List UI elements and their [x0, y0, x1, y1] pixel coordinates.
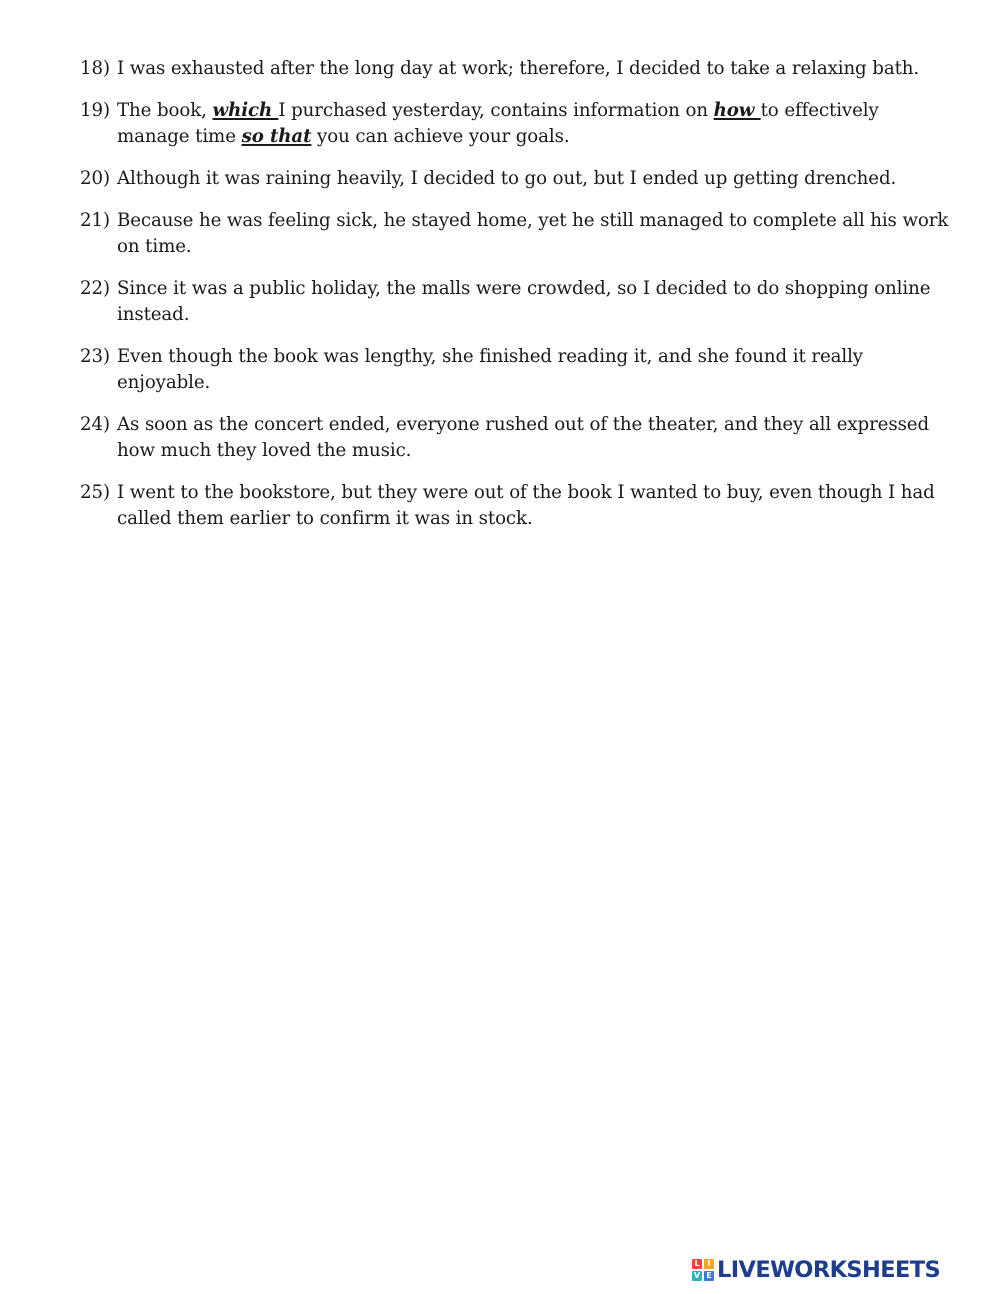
- sentence-item: [80, 208, 950, 260]
- item-number: 19): [80, 100, 110, 121]
- item-number: 23): [80, 346, 110, 367]
- item-number: 20): [80, 168, 110, 189]
- liveworksheets-logo-icon: [692, 1259, 714, 1281]
- worksheet-body: [80, 56, 950, 548]
- item-number: 21): [80, 210, 110, 231]
- sentence-item: [80, 98, 950, 150]
- brand-name: LIVEWORKSHEETS: [717, 1257, 941, 1283]
- logo-square: V: [693, 1271, 701, 1280]
- logo-square: E: [704, 1271, 714, 1281]
- sentence-item: [80, 56, 950, 82]
- sentence-item: [80, 166, 950, 192]
- item-number: 24): [80, 414, 110, 435]
- sentence-text: Since it was a public holiday, the malls were crowded, so I decided to do shopping online instead.: [117, 278, 931, 325]
- sentence-text: Because he was feeling sick, he stayed home, yet he still managed to complete all his work on time.: [117, 210, 949, 257]
- logo-square: L: [692, 1259, 702, 1269]
- underlined-connector-so-that: so that: [241, 126, 312, 147]
- underlined-connector-how: how: [713, 100, 761, 121]
- sentence-item: [80, 412, 950, 464]
- sentence-item: [80, 480, 950, 532]
- sentence-text: I went to the bookstore, but they were out of the book I wanted to buy, even though I had called them earlier to confirm it was in stock.: [117, 482, 935, 529]
- sentence-fragment: The book,: [117, 100, 213, 121]
- sentence-fragment: you can achieve your goals.: [311, 126, 570, 147]
- sentence-text: Although it was raining heavily, I decided to go out, but I ended up getting drenched.: [117, 168, 897, 189]
- sentence-fragment: to effectively manage time: [117, 100, 879, 147]
- sentence-text: I was exhausted after the long day at work; therefore, I decided to take a relaxing bath.: [117, 58, 920, 79]
- underlined-connector-which: which: [212, 100, 279, 121]
- logo-square: I: [704, 1259, 714, 1269]
- sentence-text: As soon as the concert ended, everyone rushed out of the theater, and they all expressed how much they loved the music.: [117, 414, 930, 461]
- sentence-text: Even though the book was lengthy, she finished reading it, and she found it really enjoyable.: [117, 346, 863, 393]
- item-number: 18): [80, 58, 110, 79]
- item-number: 22): [80, 278, 110, 299]
- sentence-text: [117, 98, 950, 150]
- item-number: 25): [80, 482, 110, 503]
- sentence-item: [80, 344, 950, 396]
- sentence-item: [80, 276, 950, 328]
- liveworksheets-logo[interactable]: [692, 1256, 940, 1284]
- sentence-fragment: I purchased yesterday, contains information on: [278, 100, 714, 121]
